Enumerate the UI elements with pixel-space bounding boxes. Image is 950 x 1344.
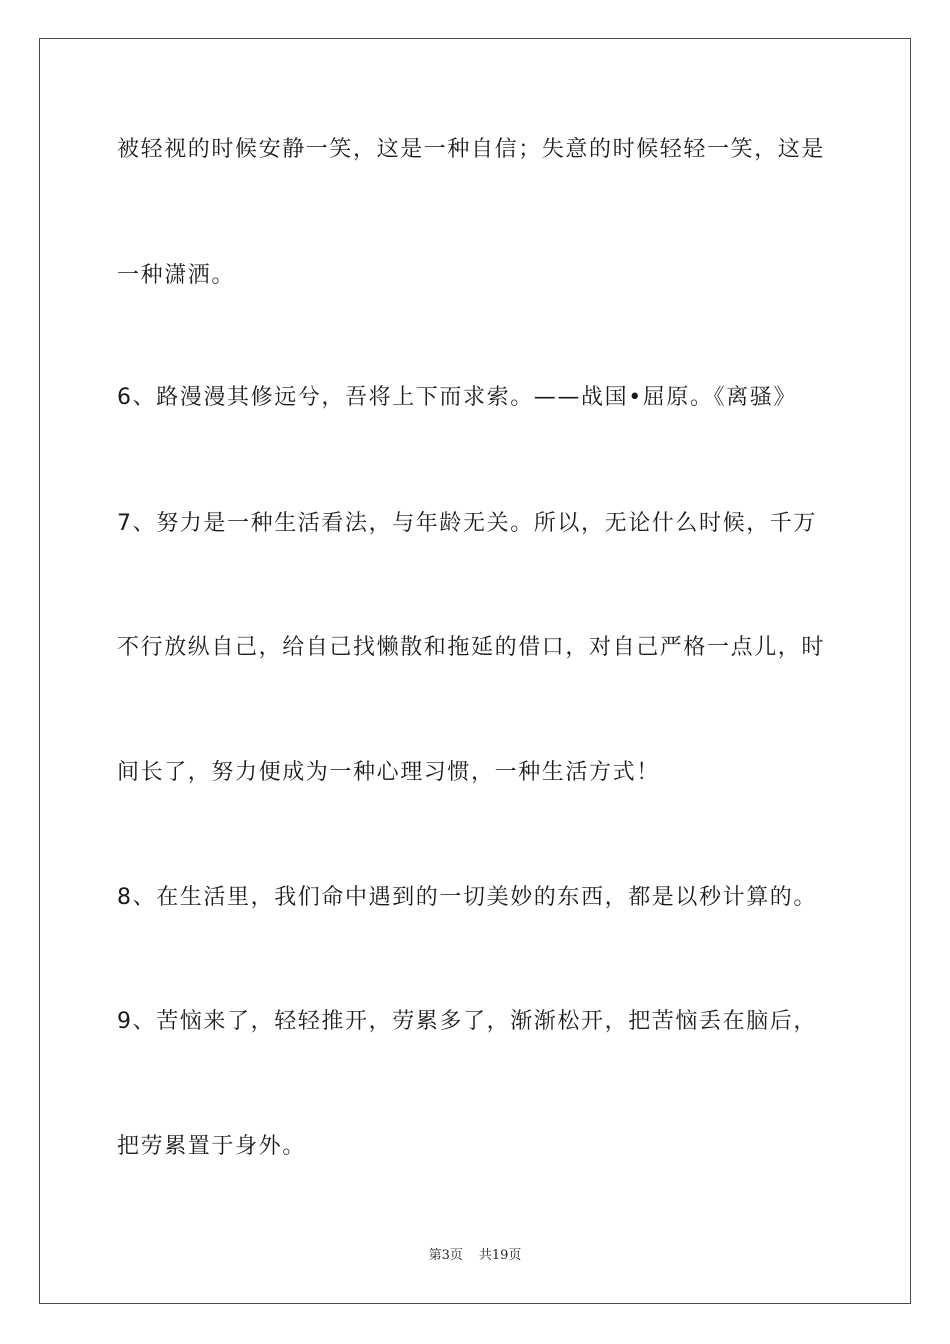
- text-line-7: 8、在生活里，我们命中遇到的一切美妙的东西，都是以秒计算的。: [117, 885, 817, 910]
- text-line-1: 被轻视的时候安静一笑，这是一种自信；失意的时候轻轻一笑，这是: [117, 137, 826, 162]
- text-line-8: 9、苦恼来了，轻轻推开，劳累多了，渐渐松开，把苦恼丢在脑后，: [117, 1009, 817, 1034]
- text-line-5: 不行放纵自己，给自己找懒散和拖延的借口，对自己严格一点儿，时: [117, 635, 826, 660]
- page-footer: [0, 1248, 950, 1264]
- page-number: 第3页: [428, 1248, 463, 1263]
- text-line-6: 间长了，努力便成为一种心理习惯，一种生活方式！: [117, 760, 660, 785]
- text-line-2: 一种潇洒。: [117, 263, 236, 288]
- text-line-9: 把劳累置于身外。: [117, 1134, 306, 1159]
- page-total: 共19页: [478, 1248, 522, 1263]
- text-line-4: 7、努力是一种生活看法，与年龄无关。所以，无论什么时候，千万: [117, 511, 817, 536]
- text-line-3: 6、路漫漫其修远兮，吾将上下而求索。——战国•屈原。《离骚》: [117, 385, 797, 410]
- page-border: [39, 38, 911, 1304]
